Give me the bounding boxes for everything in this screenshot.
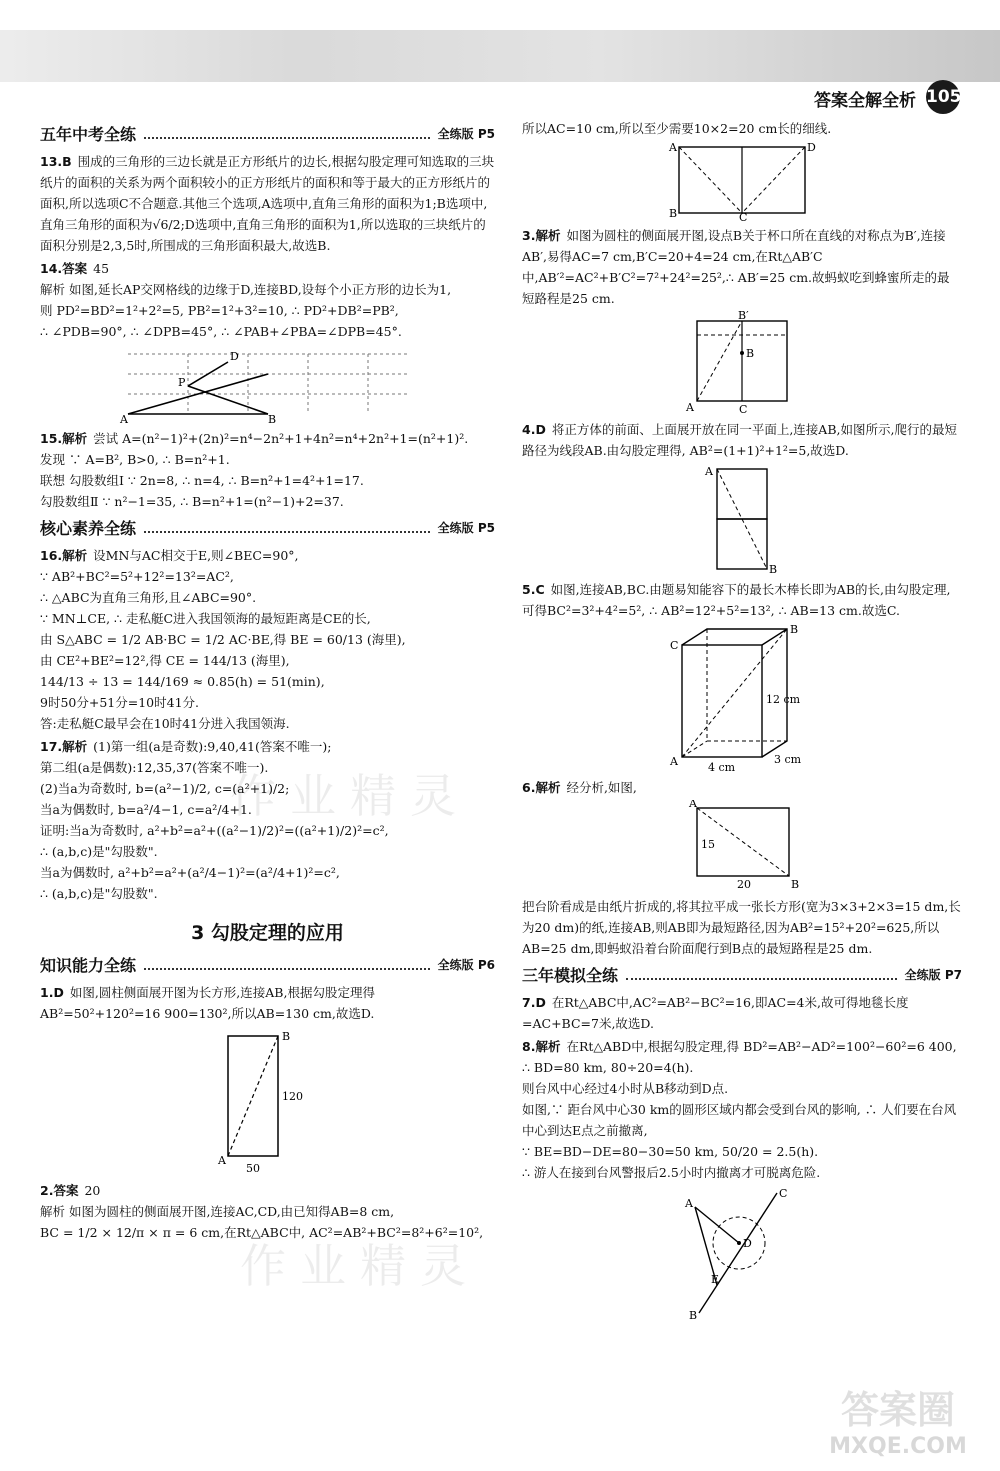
answer-3 <box>522 225 962 309</box>
answer-16 <box>40 545 495 734</box>
label-A: A <box>119 413 128 424</box>
header-title: 答案全解全析 <box>814 91 916 111</box>
answer-text: 围成的三角形的三边长就是正方形纸片的边长,根据勾股定理可知选取的三块纸片的面积的关系为两个面积较小的正方形纸片的面积和等于最大的正方形纸片的面积,所以选项C不合题意.其他三个选项,A选项中,直角三角形的面积为1;B选项中,直角三角形的面积为√6/2;D选项中,直角三角形的面积为1,所以选取的三块纸片的面积分别是2,3,5时,所围成的三角形面积最大,故选B. <box>40 154 495 253</box>
answer-line: 解析 如图,延长AP交网格线的边缘于D,连接BD,设每个小正方形的边长为1, <box>40 282 452 297</box>
watermark-logo <box>818 1379 978 1459</box>
section-divider <box>144 129 430 139</box>
answer-line: 则 PD²=BD²=1²+2²=5, PB²=1²+3²=10, ∴ PD²+DB²=PB², <box>40 303 399 318</box>
label-D: D <box>807 141 816 154</box>
question-tag: 7.D <box>522 995 546 1010</box>
label-C: C <box>739 211 748 221</box>
question-tag: 2.答案 <box>40 1183 79 1198</box>
figure-q5 <box>662 623 822 773</box>
answer-line: ∴ (a,b,c)是"勾股数". <box>40 844 158 859</box>
answer-line: ∴ △ABC为直角三角形,且∠ABC=90°. <box>40 590 257 605</box>
label-width: 4 cm <box>708 761 736 773</box>
label-D: D <box>743 1237 752 1250</box>
label-depth: 3 cm <box>774 753 802 766</box>
figure-q4 <box>697 463 787 575</box>
figure-q1 <box>198 1026 338 1176</box>
answer-line: (1)第一组(a是奇数):9,40,41(答案不唯一); <box>93 739 332 754</box>
label-B: B <box>267 413 276 424</box>
answer-6-explanation: 把台阶看成是由纸片折成的,将其拉平成一张长方形(宽为3×3+2×3=15 dm,长为20 dm)的纸,连接AB,则AB即为最短路径,因为AB²=15²+20²=625,所以AB=25 dm,即蚂蚁沿着台阶面爬行到B点的最短路程是25 dm. <box>522 899 961 956</box>
label-height: 15 <box>701 838 715 851</box>
question-tag: 4.D <box>522 422 546 437</box>
figure-q8 <box>677 1185 807 1321</box>
label-C: C <box>779 1187 788 1200</box>
label-B: B <box>769 563 778 575</box>
page-number: 105 <box>926 80 960 114</box>
section-title: 知识能力全练 <box>40 956 137 975</box>
section-ref: 全练版 P6 <box>437 958 495 972</box>
answer-8 <box>522 1036 962 1183</box>
page-header <box>0 0 1000 112</box>
answer-line: 在Rt△ABD中,根据勾股定理,得 BD²=AB²−AD²=100²−60²=6 400, ∴ BD=80 km, 80÷20=4(h). <box>522 1039 957 1075</box>
answer-line: 解析 如图为圆柱的侧面展开图,连接AC,CD,由已知得AB=8 cm, <box>40 1204 395 1219</box>
question-tag: 5.C <box>522 582 545 597</box>
label-D: D <box>229 350 239 363</box>
label-C: C <box>670 639 679 652</box>
answer-line: ∴ (a,b,c)是"勾股数". <box>40 886 158 901</box>
section-ref: 全练版 P5 <box>437 127 495 141</box>
section-divider <box>144 523 430 533</box>
section-header <box>40 122 495 145</box>
label-B-prime: B′ <box>738 311 749 322</box>
section-ref: 全练版 P5 <box>437 521 495 535</box>
chapter-title: 3 勾股定理的应用 <box>191 922 344 944</box>
left-column <box>40 118 495 1245</box>
question-tag: 8.解析 <box>522 1039 561 1054</box>
answer-line: 9时50分+51分=10时41分. <box>40 695 199 710</box>
answer-value: 20 <box>84 1183 101 1198</box>
answer-line: ∴ ∠PDB=90°, ∴ ∠DPB=45°, ∴ ∠PAB+∠PBA=∠DPB=45°. <box>40 324 402 339</box>
label-height: 12 cm <box>766 693 801 706</box>
question-tag: 3.解析 <box>522 228 561 243</box>
answer-line: 当a为偶数时, b=a²/4−1, c=a²/4+1. <box>40 802 252 817</box>
answer-text: 如图,圆柱侧面展开图为长方形,连接AB,根据勾股定理得AB²=50²+120²=16 900=130²,所以AB=130 cm,故选D. <box>40 985 375 1021</box>
section-title: 五年中考全练 <box>40 125 137 144</box>
answer-line: 则台风中心经过4小时从B移动到D点. <box>522 1081 729 1096</box>
answer-6 <box>522 777 962 798</box>
header-band <box>0 30 1000 82</box>
label-A: A <box>689 800 697 810</box>
answer-4 <box>522 419 962 461</box>
label-A: A <box>217 1154 226 1167</box>
label-B: B <box>791 878 800 891</box>
section-header <box>522 963 962 986</box>
label-A: A <box>705 465 713 478</box>
section-header <box>40 516 495 539</box>
answer-text: 经分析,如图, <box>566 780 637 795</box>
answer-line: 勾股数组Ⅱ ∵ n²−1=35, ∴ B=n²+1=(n²−1)+2=37. <box>40 494 344 509</box>
answer-line: 当a为偶数时, a²+b²=a²+(a²/4−1)²=(a²/4+1)²=c², <box>40 865 340 880</box>
label-height: 120 <box>281 1090 303 1103</box>
answer-line: (2)当a为奇数时, b=(a²−1)/2, c=(a²+1)/2; <box>40 781 290 796</box>
right-column <box>522 118 962 1325</box>
label-E: E <box>711 1273 720 1286</box>
answer-line: 尝试 A=(n²−1)²+(2n)²=n⁴−2n²+1+4n²=n⁴+2n²+1=(n²+1)². <box>93 431 469 446</box>
question-tag: 6.解析 <box>522 780 561 795</box>
answer-15 <box>40 428 495 512</box>
answer-line: 由 CE²+BE²=12²,得 CE = 144/13 (海里), <box>40 653 290 668</box>
answer-text: 如图,连接AB,BC.由题易知能容下的最长木棒长即为AB的长,由勾股定理,可得BC²=3²+4²=5², ∴ AB²=12²+5²=13², ∴ AB=13 cm.故选C. <box>522 582 951 618</box>
answer-line: 发现 ∵ A=B², B>0, ∴ B=n²+1. <box>40 452 230 467</box>
answer-line: 由 S△ABC = 1/2 AB·BC = 1/2 AC·BE,得 BE = 60/13 (海里), <box>40 632 406 647</box>
answer-line: ∵ AB²+BC²=5²+12²=13²=AC², <box>40 569 234 584</box>
question-tag: 13.B <box>40 154 72 169</box>
section-title: 核心素养全练 <box>40 519 137 538</box>
answer-14 <box>40 258 495 342</box>
answer-line: ∴ 游人在接到台风警报后2.5小时内撤离才可脱离危险. <box>522 1165 821 1180</box>
label-width: 20 <box>737 878 751 891</box>
section-divider <box>144 960 430 970</box>
label-B: B <box>790 623 799 636</box>
answer-line: BC = 1/2 × 12/π × π = 6 cm,在Rt△ABC中, AC²=AB²+BC²=8²+6²=10², <box>40 1225 484 1240</box>
logo-url: MXQE.COM <box>829 1434 967 1459</box>
answer-line: 联想 勾股数组Ⅰ ∵ 2n=8, ∴ n=4, ∴ B=n²+1=4²+1=17. <box>40 473 364 488</box>
answer-2-continued: 所以AC=10 cm,所以至少需要10×2=20 cm长的细线. <box>522 121 832 136</box>
figure-q2 <box>667 141 817 221</box>
question-tag: 14.答案 <box>40 261 88 276</box>
section-divider <box>626 970 897 980</box>
answer-text: 将正方体的前面、上面展开放在同一平面上,连接AB,如图所示,爬行的最短路径为线段AB.由勾股定理得, AB²=(1+1)²+1²=5,故选D. <box>522 422 957 458</box>
section-ref: 全练版 P7 <box>904 968 962 982</box>
question-tag: 1.D <box>40 985 64 1000</box>
label-C: C <box>739 403 748 415</box>
label-A: A <box>685 1197 693 1210</box>
answer-text: 在Rt△ABC中,AC²=AB²−BC²=16,即AC=4米,故可得地毯长度=AC+BC=7米,故选D. <box>522 995 909 1031</box>
answer-line: 证明:当a为奇数时, a²+b²=a²+((a²−1)/2)²=((a²+1)/2)²=c², <box>40 823 389 838</box>
answer-value: 45 <box>93 261 110 276</box>
answer-5 <box>522 579 962 621</box>
section-header <box>40 953 495 976</box>
section-title: 三年模拟全练 <box>522 966 619 985</box>
watermark-text: 作业精灵 <box>230 769 470 823</box>
answer-line: 144/13 ÷ 13 = 144/169 ≈ 0.85(h) = 51(min), <box>40 674 325 689</box>
answer-line: 如图,∵ 距台风中心30 km的圆形区域内都会受到台风的影响, ∴ 人们要在台风中心到达E点之前撤离, <box>522 1102 957 1138</box>
label-P: P <box>177 376 185 389</box>
answer-text: 如图为圆柱的侧面展开图,设点B关于杯口所在直线的对称点为B′,连接AB′,易得AC=7 cm,B′C=20+4=24 cm,在Rt△AB′C中,AB′²=AC²+B′C²=7²+24²=25²,∴ AB′=25 cm.故蚂蚁吃到蜂蜜所走的最短路程是25 cm. <box>522 228 950 306</box>
question-tag: 17.解析 <box>40 739 88 754</box>
answer-line: ∵ MN⊥CE, ∴ 走私艇C进入我国领海的最短距离是CE的长, <box>40 611 371 626</box>
logo-text: 答案圈 <box>840 1388 955 1432</box>
watermark-text: 作业精灵 <box>240 1239 480 1293</box>
figure-q14 <box>118 344 418 424</box>
answer-line: 第二组(a是偶数):12,35,37(答案不唯一). <box>40 760 269 775</box>
answer-line: 答:走私艇C最早会在10时41分进入我国领海. <box>40 716 290 731</box>
figure-q6 <box>677 800 807 892</box>
label-B: B <box>746 347 755 360</box>
label-width: 50 <box>245 1162 260 1175</box>
figure-q3 <box>682 311 802 415</box>
question-tag: 15.解析 <box>40 431 88 446</box>
label-B: B <box>669 207 678 220</box>
answer-line: 设MN与AC相交于E,则∠BEC=90°, <box>93 548 299 563</box>
label-A: A <box>669 141 677 154</box>
answer-7 <box>522 992 962 1034</box>
answer-13 <box>40 151 495 256</box>
label-A: A <box>670 755 678 768</box>
question-tag: 16.解析 <box>40 548 88 563</box>
answer-1 <box>40 982 495 1024</box>
label-A: A <box>686 401 694 414</box>
label-B: B <box>689 1309 698 1321</box>
answer-line: ∵ BE=BD−DE=80−30=50 km, 50/20 = 2.5(h). <box>522 1144 819 1159</box>
label-B: B <box>281 1030 290 1043</box>
